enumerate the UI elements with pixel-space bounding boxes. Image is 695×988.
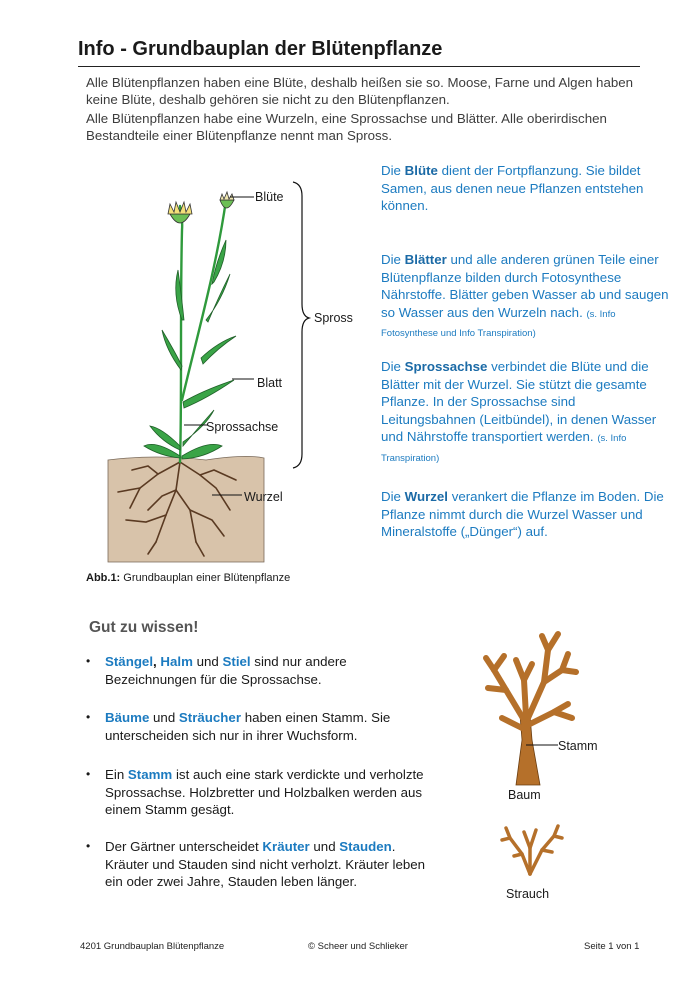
desc-wurzel: Die Wurzel verankert die Pflanze im Boden. Die Pflanze nimmt durch die Wurzel Wasser und Mineralstoffe („Dünger“) auf.: [381, 489, 664, 539]
bullet-dot: •: [86, 654, 91, 668]
bullet-3: • Ein Stamm ist auch eine stark verdickte und verholzte Sprossachse. Holzbretter und Holzbalken werden aus einem Stamm gesägt.: [86, 767, 424, 817]
tree-illustration: [476, 620, 596, 790]
bullet-4: • Der Gärtner unterscheidet Kräuter und Stauden. Kräuter und Stauden sind nicht verholzt. Kräuter leben ein oder zwei Jahre, Stauden leben länger.: [86, 839, 426, 889]
label-bluete: Blüte: [255, 190, 284, 204]
desc-bluete: Die Blüte dient der Fortpflanzung. Sie bildet Samen, aus denen neue Pflanzen entstehen können.: [381, 163, 644, 213]
label-baum: Baum: [508, 788, 541, 802]
intro-paragraph-2: Alle Blütenpflanzen habe eine Wurzeln, eine Sprossachse und Blätter. Alle oberirdischen Bestandteile einer Blütenpflanze nennt man Spross.: [86, 111, 607, 143]
bullet-dot: •: [86, 767, 91, 781]
page-title: Info - Grundbauplan der Blütenpflanze: [78, 38, 443, 60]
flower-right: [220, 192, 234, 208]
label-stamm: Stamm: [558, 739, 598, 753]
bullet-dot: •: [86, 710, 91, 724]
shrub-illustration: [500, 818, 564, 878]
desc-blaetter: Die Blätter und alle anderen grünen Teile einer Blütenpflanze bilden durch Fotosynthese Nährstoffe. Blätter geben Wasser ab und saugen so Wasser aus den Wurzeln nach. (s. Info Fotosynthese und Info Transpiration): [381, 252, 669, 339]
desc-sprossachse: Die Sprossachse verbindet die Blüte und die Blätter mit der Wurzel. Sie stützt die gesamte Pflanze. In der Sprossachse sind Leitungsbahnen (Leitbündel), in denen Wasser und Nährstoffe transportiert werden. (s. Info Transpiration): [381, 359, 657, 464]
figure-caption: Abb.1: Grundbauplan einer Blütenpflanze: [86, 572, 291, 584]
intro-paragraph-1: Alle Blütenpflanzen haben eine Blüte, deshalb heißen sie so. Moose, Farne und Algen haben keine Blüte, deshalb gehören sie nicht zu den Blütenpflanzen.: [86, 75, 634, 107]
bullet-dot: •: [86, 839, 91, 853]
gut-zu-wissen-heading: Gut zu wissen!: [89, 619, 199, 636]
footer-left: 4201 Grundbauplan Blütenpflanze: [80, 941, 225, 952]
title-divider: [78, 66, 640, 67]
plant-diagram: [96, 170, 376, 570]
footer-center: © Scheer und Schlieker: [308, 941, 408, 952]
bullet-2: • Bäume und Sträucher haben einen Stamm. Sie unterscheiden sich nur in ihrer Wuchsform.: [86, 710, 391, 743]
bullet-1: • Stängel, Halm und Stiel sind nur andere Bezeichnungen für die Sprossachse.: [86, 654, 347, 687]
tree-crown: [486, 634, 576, 728]
label-strauch: Strauch: [506, 887, 550, 901]
label-wurzel: Wurzel: [244, 490, 283, 504]
label-spross: Spross: [314, 311, 353, 325]
spross-brace: [293, 182, 309, 468]
footer-page-number: Seite 1 von 1: [584, 941, 640, 952]
soil-block: [108, 456, 264, 562]
label-sprossachse: Sprossachse: [206, 420, 279, 434]
label-blatt: Blatt: [257, 376, 283, 390]
